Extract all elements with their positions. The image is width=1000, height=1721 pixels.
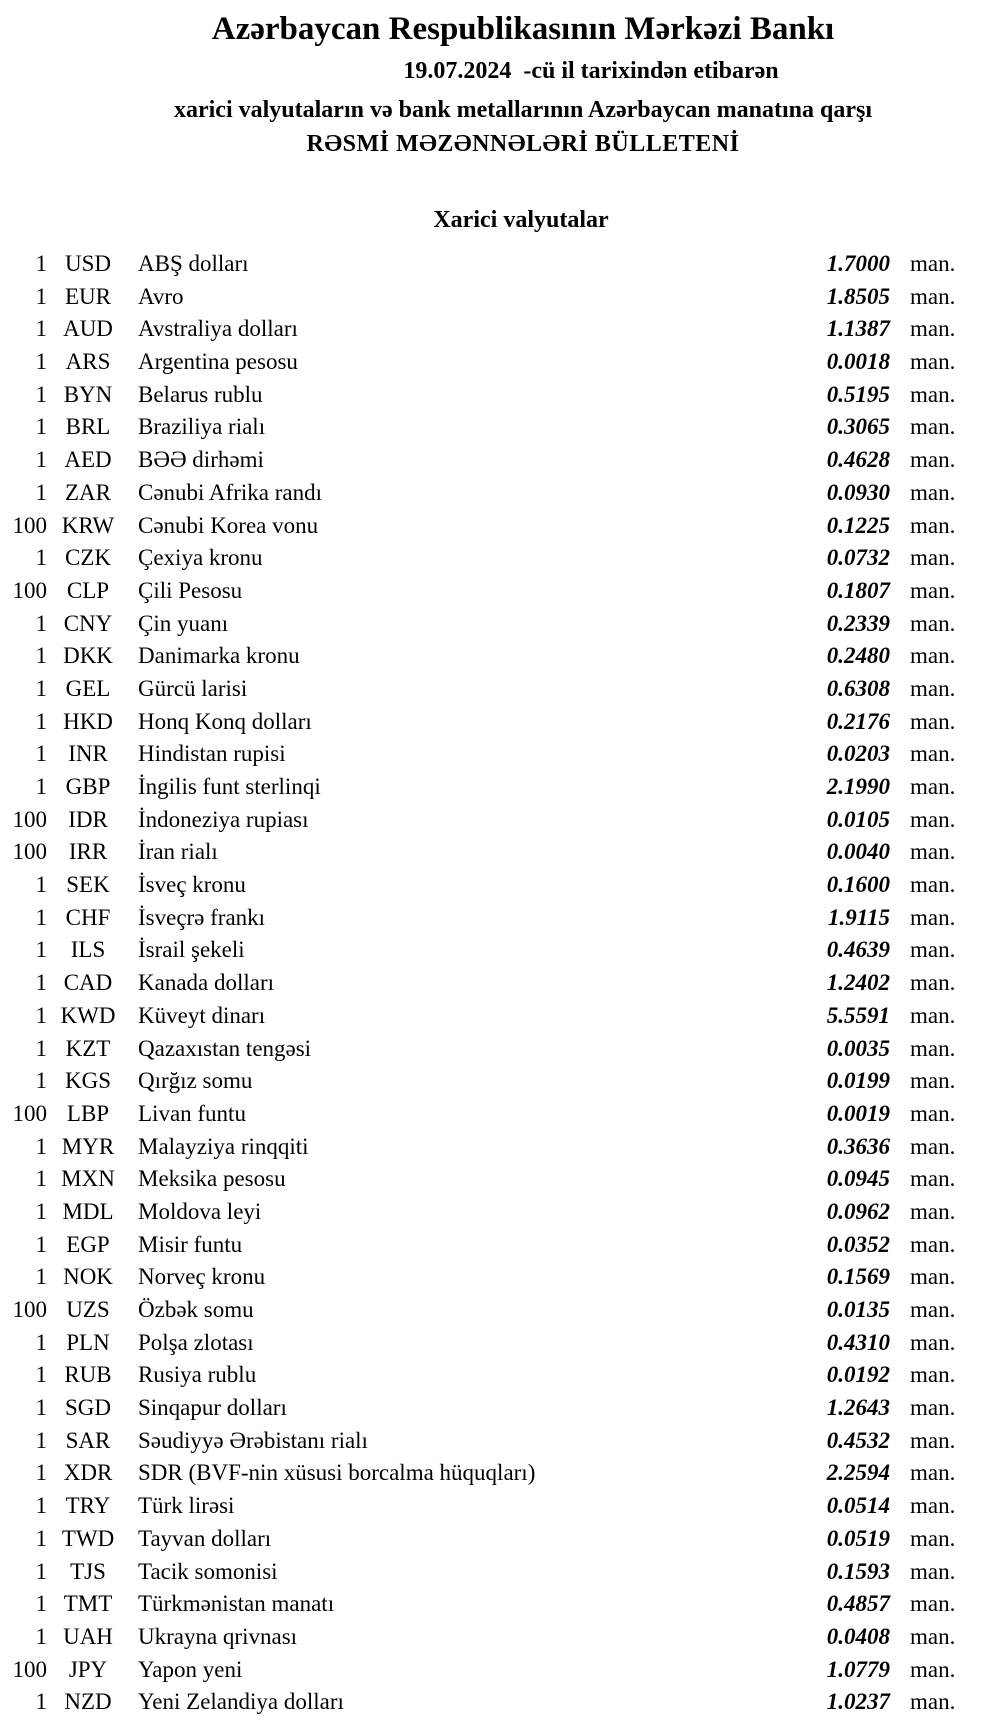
unit-cell: man. (910, 251, 956, 276)
rate-value-cell: 0.0408 (826, 1623, 890, 1649)
quantity-cell: 1 (35, 937, 47, 963)
currency-name-cell: Gürcü larisi (138, 675, 248, 701)
unit-cell: man. (910, 1623, 956, 1649)
rate-value-cell: 0.1600 (826, 872, 890, 898)
quantity-cell: 1 (35, 381, 47, 407)
unit-cell: man. (910, 512, 956, 538)
currency-code-cell: SAR (65, 1427, 111, 1453)
table-row (0, 1490, 1000, 1523)
unit-cell: man. (910, 839, 956, 865)
unit-cell: man. (910, 283, 956, 309)
currency-code-cell: IDR (68, 806, 108, 832)
table-row (0, 673, 1000, 706)
unit-cell: man. (910, 610, 956, 636)
currency-code-cell: CAD (63, 970, 113, 996)
rate-value-cell: 0.0962 (826, 1198, 890, 1224)
unit-cell: man. (910, 414, 956, 440)
rate-value-cell: 1.0237 (826, 1689, 890, 1715)
table-row (0, 836, 1000, 869)
currency-code-cell: INR (68, 741, 108, 767)
currency-name-cell: Qırğız somu (138, 1068, 253, 1094)
currency-code-cell: ILS (70, 937, 106, 963)
table-row (0, 1621, 1000, 1654)
currency-code-cell: EGP (66, 1231, 110, 1257)
unit-cell: man. (910, 937, 956, 963)
quantity-cell: 100 (12, 1297, 47, 1322)
unit-cell: man. (910, 1035, 956, 1061)
currency-code-cell: EUR (65, 283, 111, 309)
quantity-cell: 1 (35, 316, 47, 342)
unit-cell: man. (910, 545, 956, 571)
currency-name-cell: Moldova leyi (138, 1198, 262, 1224)
currency-code-cell: HKD (63, 708, 113, 734)
quantity-cell: 1 (35, 1329, 47, 1355)
currency-code-cell: IRR (68, 839, 108, 865)
table-row (0, 706, 1000, 739)
currency-code-cell: TJS (70, 1558, 106, 1584)
currency-code-cell: USD (64, 251, 111, 276)
unit-cell: man. (910, 381, 956, 407)
table-row (0, 1000, 1000, 1033)
rate-value-cell: 0.4532 (826, 1427, 890, 1453)
currency-code-cell: TMT (63, 1591, 113, 1617)
quantity-cell: 1 (35, 1035, 47, 1061)
currency-code-cell: GBP (65, 774, 111, 799)
table-row (0, 902, 1000, 935)
currency-code-cell: BRL (65, 414, 111, 440)
unit-cell: man. (910, 1427, 956, 1453)
currency-name-cell: Səudiyyə Ərəbistanı rialı (138, 1427, 368, 1453)
currency-name-cell: Küveyt dinarı (138, 1002, 266, 1028)
table-row (0, 1425, 1000, 1458)
quantity-cell: 100 (12, 577, 47, 603)
table-row (0, 1686, 1000, 1719)
quantity-cell: 1 (35, 970, 47, 996)
quantity-cell: 1 (35, 479, 47, 505)
effective-date-line: 19.07.2024 -cü il tarixindən etibarən (403, 58, 779, 84)
currency-name-cell: Yapon yeni (138, 1656, 243, 1682)
currency-name-cell: BƏƏ dirhəmi (138, 447, 264, 473)
unit-cell: man. (910, 1297, 956, 1322)
unit-cell: man. (910, 872, 956, 898)
quantity-cell: 1 (35, 708, 47, 734)
currency-name-cell: Yeni Zelandiya dolları (138, 1689, 344, 1715)
table-row (0, 248, 1000, 281)
currency-name-cell: Belarus rublu (138, 381, 263, 407)
currency-code-cell: CHF (65, 904, 111, 930)
table-row (0, 1359, 1000, 1392)
unit-cell: man. (910, 1689, 956, 1715)
currency-name-cell: Tacik somonisi (138, 1558, 278, 1584)
quantity-cell: 1 (35, 872, 47, 898)
currency-name-cell: Meksika pesosu (138, 1166, 286, 1192)
rate-value-cell: 0.0203 (826, 741, 890, 767)
currency-name-cell: İsveçrə frankı (138, 904, 266, 930)
currency-code-cell: UZS (66, 1297, 110, 1322)
unit-cell: man. (910, 708, 956, 734)
currency-name-cell: Cənubi Korea vonu (138, 512, 319, 538)
unit-cell: man. (910, 741, 956, 767)
table-row (0, 738, 1000, 771)
rate-value-cell: 1.0779 (826, 1656, 890, 1682)
table-row (0, 640, 1000, 673)
currency-name-cell: Honq Konq dolları (138, 708, 312, 734)
table-row (0, 804, 1000, 837)
currency-code-cell: AUD (63, 316, 113, 342)
currency-name-cell: İsveç kronu (138, 872, 246, 898)
unit-cell: man. (910, 1264, 956, 1290)
quantity-cell: 1 (35, 1362, 47, 1388)
quantity-cell: 1 (35, 349, 47, 375)
currency-name-cell: Cənubi Afrika randı (138, 479, 322, 505)
quantity-cell: 1 (35, 1427, 47, 1453)
quantity-cell: 1 (35, 643, 47, 669)
table-row (0, 281, 1000, 314)
currency-code-cell: KZT (65, 1035, 111, 1061)
currency-code-cell: TRY (65, 1493, 111, 1519)
currency-name-cell: Misir funtu (138, 1231, 243, 1257)
rate-value-cell: 0.1225 (826, 512, 890, 538)
currency-code-cell: AED (64, 447, 112, 473)
subtitle-scope-line: xarici valyutaların və bank metallarının Azərbaycan manatına qarşı (173, 97, 872, 123)
quantity-cell: 1 (35, 1133, 47, 1159)
table-row (0, 1098, 1000, 1131)
table-row (0, 444, 1000, 477)
table-row (0, 1523, 1000, 1556)
unit-cell: man. (910, 1362, 956, 1388)
unit-cell: man. (910, 1525, 956, 1551)
currency-name-cell: Ukrayna qrivnası (138, 1623, 298, 1649)
table-row (0, 1196, 1000, 1229)
table-row (0, 542, 1000, 575)
table-row (0, 1457, 1000, 1490)
unit-cell: man. (910, 1198, 956, 1224)
currency-code-cell: KWD (60, 1002, 116, 1028)
table-row (0, 575, 1000, 608)
currency-code-cell: ARS (65, 349, 111, 375)
currency-name-cell: SDR (BVF-nin xüsusi borcalma hüquqları) (138, 1460, 536, 1486)
unit-cell: man. (910, 1395, 956, 1421)
unit-cell: man. (910, 577, 956, 603)
rate-value-cell: 2.1990 (826, 774, 890, 799)
currency-name-cell: Avstraliya dolları (138, 316, 298, 342)
table-row (0, 1131, 1000, 1164)
table-row (0, 1261, 1000, 1294)
currency-code-cell: GEL (65, 675, 111, 701)
currency-code-cell: SEK (66, 872, 110, 898)
table-row (0, 608, 1000, 641)
currency-code-cell: DKK (63, 643, 113, 669)
rate-value-cell: 0.0135 (826, 1297, 890, 1322)
rate-value-cell: 0.0105 (826, 806, 890, 832)
unit-cell: man. (910, 447, 956, 473)
table-row (0, 379, 1000, 412)
currency-name-cell: İsrail şekeli (138, 937, 245, 963)
quantity-cell: 1 (35, 741, 47, 767)
unit-cell: man. (910, 1591, 956, 1617)
currency-name-cell: Hindistan rupisi (138, 741, 286, 767)
quantity-cell: 1 (35, 1460, 47, 1486)
quantity-cell: 100 (12, 1100, 47, 1126)
unit-cell: man. (910, 1493, 956, 1519)
table-row (0, 1327, 1000, 1360)
bank-title: Azərbaycan Respublikasının Mərkəzi Bankı (211, 11, 835, 47)
currency-name-cell: Türk lirəsi (138, 1493, 235, 1519)
rate-value-cell: 0.0732 (826, 545, 890, 571)
rate-value-cell: 1.8505 (826, 283, 890, 309)
currency-code-cell: MYR (61, 1133, 115, 1159)
quantity-cell: 1 (35, 1591, 47, 1617)
table-row (0, 510, 1000, 543)
quantity-cell: 1 (35, 1623, 47, 1649)
unit-cell: man. (910, 1329, 956, 1355)
currency-name-cell: Danimarka kronu (138, 643, 300, 669)
table-row (0, 313, 1000, 346)
rate-value-cell: 0.2176 (826, 708, 890, 734)
quantity-cell: 1 (35, 1198, 47, 1224)
quantity-cell: 1 (35, 1068, 47, 1094)
currency-code-cell: KRW (61, 512, 115, 538)
quantity-cell: 100 (12, 806, 47, 832)
quantity-cell: 1 (35, 675, 47, 701)
rate-value-cell: 0.0514 (826, 1493, 890, 1519)
quantity-cell: 1 (35, 447, 47, 473)
rate-value-cell: 1.9115 (828, 904, 890, 930)
quantity-cell: 100 (12, 1656, 47, 1682)
quantity-cell: 100 (12, 839, 47, 865)
table-row (0, 771, 1000, 804)
rate-value-cell: 1.1387 (826, 316, 890, 342)
table-row (0, 1392, 1000, 1425)
currency-name-cell: Qazaxıstan tengəsi (138, 1035, 312, 1061)
unit-cell: man. (910, 1166, 956, 1192)
rate-value-cell: 0.2339 (826, 610, 890, 636)
rate-value-cell: 0.4639 (826, 937, 890, 963)
table-row (0, 1294, 1000, 1327)
quantity-cell: 1 (35, 1558, 47, 1584)
unit-cell: man. (910, 1100, 956, 1126)
rate-value-cell: 0.6308 (826, 675, 890, 701)
rate-value-cell: 2.2594 (826, 1460, 890, 1486)
currency-name-cell: Özbək somu (138, 1297, 254, 1322)
unit-cell: man. (910, 806, 956, 832)
currency-name-cell: Türkmənistan manatı (138, 1591, 335, 1617)
rate-value-cell: 0.0352 (826, 1231, 890, 1257)
currency-name-cell: İran rialı (138, 839, 218, 865)
currency-code-cell: NOK (63, 1264, 113, 1290)
currency-code-cell: CZK (65, 545, 111, 571)
currency-code-cell: PLN (66, 1329, 110, 1355)
rate-value-cell: 0.0199 (826, 1068, 890, 1094)
table-row (0, 1065, 1000, 1098)
rate-value-cell: 0.1593 (826, 1558, 890, 1584)
table-row (0, 1163, 1000, 1196)
quantity-cell: 1 (35, 1395, 47, 1421)
quantity-cell: 1 (35, 774, 47, 799)
currency-code-cell: XDR (63, 1460, 113, 1486)
rate-value-cell: 0.3065 (826, 414, 890, 440)
quantity-cell: 1 (35, 904, 47, 930)
unit-cell: man. (910, 1558, 956, 1584)
currency-name-cell: Kanada dolları (138, 970, 275, 996)
rate-value-cell: 1.7000 (826, 251, 890, 276)
quantity-cell: 1 (35, 1493, 47, 1519)
currency-name-cell: İndoneziya rupiası (138, 806, 309, 832)
section-title-foreign-currencies: Xarici valyutalar (433, 207, 609, 233)
currency-code-cell: NZD (64, 1689, 112, 1715)
currency-name-cell: Rusiya rublu (138, 1362, 257, 1388)
currency-code-cell: LBP (66, 1100, 110, 1126)
rate-value-cell: 0.4310 (826, 1329, 890, 1355)
currency-name-cell: Avro (138, 283, 184, 309)
table-row (0, 477, 1000, 510)
rate-value-cell: 0.3636 (826, 1133, 890, 1159)
currency-code-cell: CNY (63, 610, 113, 636)
unit-cell: man. (910, 1460, 956, 1486)
quantity-cell: 1 (35, 414, 47, 440)
exchange-rates-table (0, 248, 1000, 1719)
unit-cell: man. (910, 970, 956, 996)
rate-value-cell: 0.0018 (826, 349, 890, 375)
currency-code-cell: CLP (66, 577, 110, 603)
currency-name-cell: Sinqapur dolları (138, 1395, 287, 1421)
rate-value-cell: 5.5591 (826, 1002, 890, 1028)
table-row (0, 1654, 1000, 1687)
rate-value-cell: 0.0945 (826, 1166, 890, 1192)
quantity-cell: 1 (35, 1264, 47, 1290)
table-row (0, 346, 1000, 379)
quantity-cell: 100 (12, 512, 47, 538)
table-row (0, 934, 1000, 967)
currency-code-cell: MXN (61, 1166, 115, 1192)
table-row (0, 869, 1000, 902)
currency-name-cell: Braziliya rialı (138, 414, 266, 440)
rate-value-cell: 1.2402 (826, 970, 890, 996)
table-row (0, 1033, 1000, 1066)
table-row (0, 967, 1000, 1000)
currency-code-cell: BYN (63, 381, 113, 407)
currency-code-cell: KGS (64, 1068, 111, 1094)
quantity-cell: 1 (35, 1525, 47, 1551)
rate-value-cell: 0.0040 (826, 839, 890, 865)
unit-cell: man. (910, 1002, 956, 1028)
table-row (0, 1588, 1000, 1621)
bulletin-title: RƏSMİ MƏZƏNNƏLƏRİ BÜLLETENİ (306, 131, 740, 157)
quantity-cell: 1 (35, 251, 47, 276)
quantity-cell: 1 (35, 283, 47, 309)
quantity-cell: 1 (35, 545, 47, 571)
unit-cell: man. (910, 1133, 956, 1159)
currency-name-cell: Çexiya kronu (138, 545, 263, 571)
rate-value-cell: 1.2643 (826, 1395, 890, 1421)
currency-code-cell: RUB (64, 1362, 112, 1388)
table-row (0, 1556, 1000, 1589)
currency-name-cell: ABŞ dolları (138, 251, 249, 276)
rate-value-cell: 0.4628 (826, 447, 890, 473)
table-row (0, 411, 1000, 444)
currency-name-cell: Argentina pesosu (138, 349, 298, 375)
currency-name-cell: Malayziya rinqqiti (138, 1133, 309, 1159)
quantity-cell: 1 (35, 610, 47, 636)
rate-value-cell: 0.0192 (826, 1362, 890, 1388)
currency-name-cell: Çili Pesosu (138, 577, 243, 603)
rate-value-cell: 0.0019 (826, 1100, 890, 1126)
currency-code-cell: JPY (68, 1656, 108, 1682)
unit-cell: man. (910, 1231, 956, 1257)
unit-cell: man. (910, 643, 956, 669)
quantity-cell: 1 (35, 1166, 47, 1192)
quantity-cell: 1 (35, 1002, 47, 1028)
currency-name-cell: Çin yuanı (138, 610, 229, 636)
unit-cell: man. (910, 349, 956, 375)
unit-cell: man. (910, 479, 956, 505)
currency-name-cell: Norveç kronu (138, 1264, 266, 1290)
rate-value-cell: 0.4857 (826, 1591, 890, 1617)
unit-cell: man. (910, 1656, 956, 1682)
table-row (0, 1229, 1000, 1262)
quantity-cell: 1 (35, 1231, 47, 1257)
currency-code-cell: UAH (63, 1623, 113, 1649)
rate-value-cell: 0.0035 (826, 1035, 890, 1061)
currency-name-cell: Polşa zlotası (138, 1329, 254, 1355)
currency-code-cell: MDL (62, 1198, 114, 1224)
unit-cell: man. (910, 675, 956, 701)
rate-value-cell: 0.1569 (826, 1264, 890, 1290)
quantity-cell: 1 (35, 1689, 47, 1715)
currency-name-cell: Livan funtu (138, 1100, 246, 1126)
currency-name-cell: İngilis funt sterlinqi (138, 774, 321, 799)
unit-cell: man. (910, 1068, 956, 1094)
unit-cell: man. (910, 774, 956, 799)
currency-code-cell: SGD (64, 1395, 111, 1421)
unit-cell: man. (910, 904, 956, 930)
currency-name-cell: Tayvan dolları (138, 1525, 272, 1551)
currency-code-cell: TWD (61, 1525, 115, 1551)
rate-value-cell: 0.0519 (826, 1525, 890, 1551)
rate-value-cell: 0.0930 (826, 479, 890, 505)
rate-value-cell: 0.5195 (826, 381, 890, 407)
rate-value-cell: 0.1807 (826, 577, 890, 603)
rate-value-cell: 0.2480 (826, 643, 890, 669)
unit-cell: man. (910, 316, 956, 342)
currency-code-cell: ZAR (65, 479, 111, 505)
